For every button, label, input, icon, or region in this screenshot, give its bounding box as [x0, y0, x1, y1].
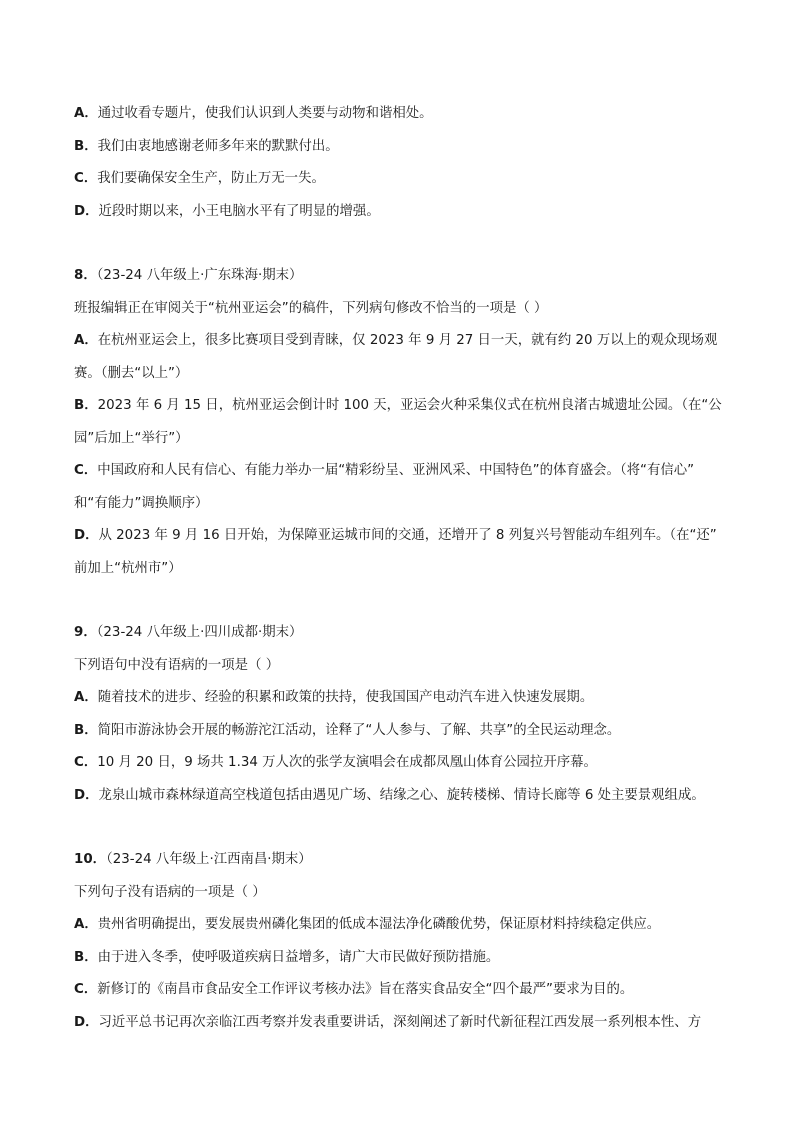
option-text: 我们要确保安全生产，防止万无一失。 [97, 171, 325, 186]
option-text-continued: 和“有能力”调换顺序） [74, 495, 209, 511]
question-stem: 班报编辑正在审阅关于“杭州亚运会”的稿件，下列病句修改不恰当的一项是（ ） [74, 300, 548, 316]
option-line [74, 390, 722, 423]
option-line [74, 715, 722, 748]
option-letter: C． [74, 463, 98, 478]
option-text-continued: 前加上“杭州市”） [74, 560, 182, 576]
option-text: 2023 年 6 月 15 日，杭州亚运会倒计时 100 天，亚运会火种采集仪式在杭州良渚古城遗址公园。（在“公 [97, 398, 722, 413]
option-line [74, 942, 722, 975]
option-line [74, 131, 722, 164]
option-line [74, 325, 722, 358]
option-text: 在杭州亚运会上，很多比赛项目受到青睐，仅 2023 年 9 月 27 日一天，就有约 20 万以上的观众现场观 [97, 333, 718, 348]
option-text-continued: 赛。（删去“以上”） [74, 365, 189, 381]
question-8 [74, 260, 722, 585]
option-text: 龙泉山城市森林绿道高空栈道包括由遇见广场、结缘之心、旋转楼梯、情诗长廊等 6 处主要景观组成。 [98, 787, 705, 803]
option-letter: A． [74, 106, 98, 121]
option-text: 近段时期以来，小王电脑水平有了明显的增强。 [98, 203, 380, 219]
question-header [74, 844, 722, 877]
option-letter: A． [74, 333, 98, 348]
option-line [74, 682, 722, 715]
option-text: 由于进入冬季，使呼吸道疾病日益增多，请广大市民做好预防措施。 [97, 949, 500, 965]
option-letter: C． [74, 171, 98, 186]
question-header [74, 260, 722, 293]
option-line [74, 520, 722, 553]
option-letter: B． [74, 398, 98, 413]
option-letter: B． [74, 138, 98, 154]
option-text: 通过收看专题片，使我们认识到人类要与动物和谐相处。 [97, 106, 433, 121]
spacer [74, 585, 722, 617]
option-text: 中国政府和人民有信心、有能力举办一届“精彩纷呈、亚洲风采、中国特色”的体育盛会。（将“有信心” [97, 463, 695, 478]
option-text: 从 2023 年 9 月 16 日开始，为保障亚运城市间的交通，还增开了 8 列复兴号智能动车组列车。（在“还” [98, 528, 717, 543]
option-text: 我们由衷地感谢老师多年来的默默付出。 [97, 138, 339, 154]
option-line [74, 98, 722, 131]
option-line [74, 974, 722, 1007]
option-letter: D． [74, 203, 99, 219]
option-text: 随着技术的进步、经验的积累和政策的扶持，使我国国产电动汽车进入快速发展期。 [97, 690, 594, 705]
option-text: 10 月 20 日，9 场共 1.34 万人次的张学友演唱会在成都凤凰山体育公园拉开序幕。 [97, 755, 597, 770]
option-text: 新修订的《南昌市食品安全工作评议考核办法》旨在落实食品安全“四个最严”要求为目的。 [97, 982, 634, 997]
option-line [74, 909, 722, 942]
option-text-continued: 园”后加上“举行”） [74, 430, 189, 446]
question-number: 8． [74, 268, 97, 283]
question-stem: 下列句子没有语病的一项是（ ） [74, 884, 266, 900]
option-letter: C． [74, 982, 98, 997]
option-line [74, 196, 722, 229]
option-letter: C． [74, 755, 98, 770]
spacer [74, 812, 722, 844]
option-line [74, 455, 722, 488]
question-number: 10． [74, 852, 107, 867]
option-line [74, 1007, 722, 1040]
question-stem: 下列语句中没有语病的一项是（ ） [74, 657, 280, 673]
option-letter: D． [74, 528, 99, 543]
option-letter: B． [74, 949, 98, 965]
question-number: 9． [74, 625, 97, 640]
question-10 [74, 844, 722, 1039]
question-header [74, 617, 722, 650]
option-letter: D． [74, 787, 99, 803]
option-letter: A． [74, 917, 98, 932]
option-text: 简阳市游泳协会开展的畅游沱江活动，诠释了“人人参与、了解、共享”的全民运动理念。 [97, 722, 621, 738]
question-source: （23-24 八年级上·江西南昌·期末） [106, 852, 312, 867]
option-line [74, 780, 722, 813]
option-letter: B． [74, 722, 98, 738]
question-source: （23-24 八年级上·四川成都·期末） [96, 625, 303, 640]
option-text: 习近平总书记再次亲临江西考察并发表重要讲话，深刻阐述了新时代新征程江西发展一系列根本性、方 [98, 1014, 702, 1030]
question-9 [74, 617, 722, 812]
question-source: （23-24 八年级上·广东珠海·期末） [96, 268, 303, 283]
spacer [74, 228, 722, 260]
option-letter: A． [74, 690, 98, 705]
option-line [74, 163, 722, 196]
prev-question-options [74, 98, 722, 228]
option-letter: D． [74, 1014, 99, 1030]
option-line [74, 747, 722, 780]
option-text: 贵州省明确提出，要发展贵州磷化集团的低成本湿法净化磷酸优势，保证原材料持续稳定供应。 [97, 917, 661, 932]
